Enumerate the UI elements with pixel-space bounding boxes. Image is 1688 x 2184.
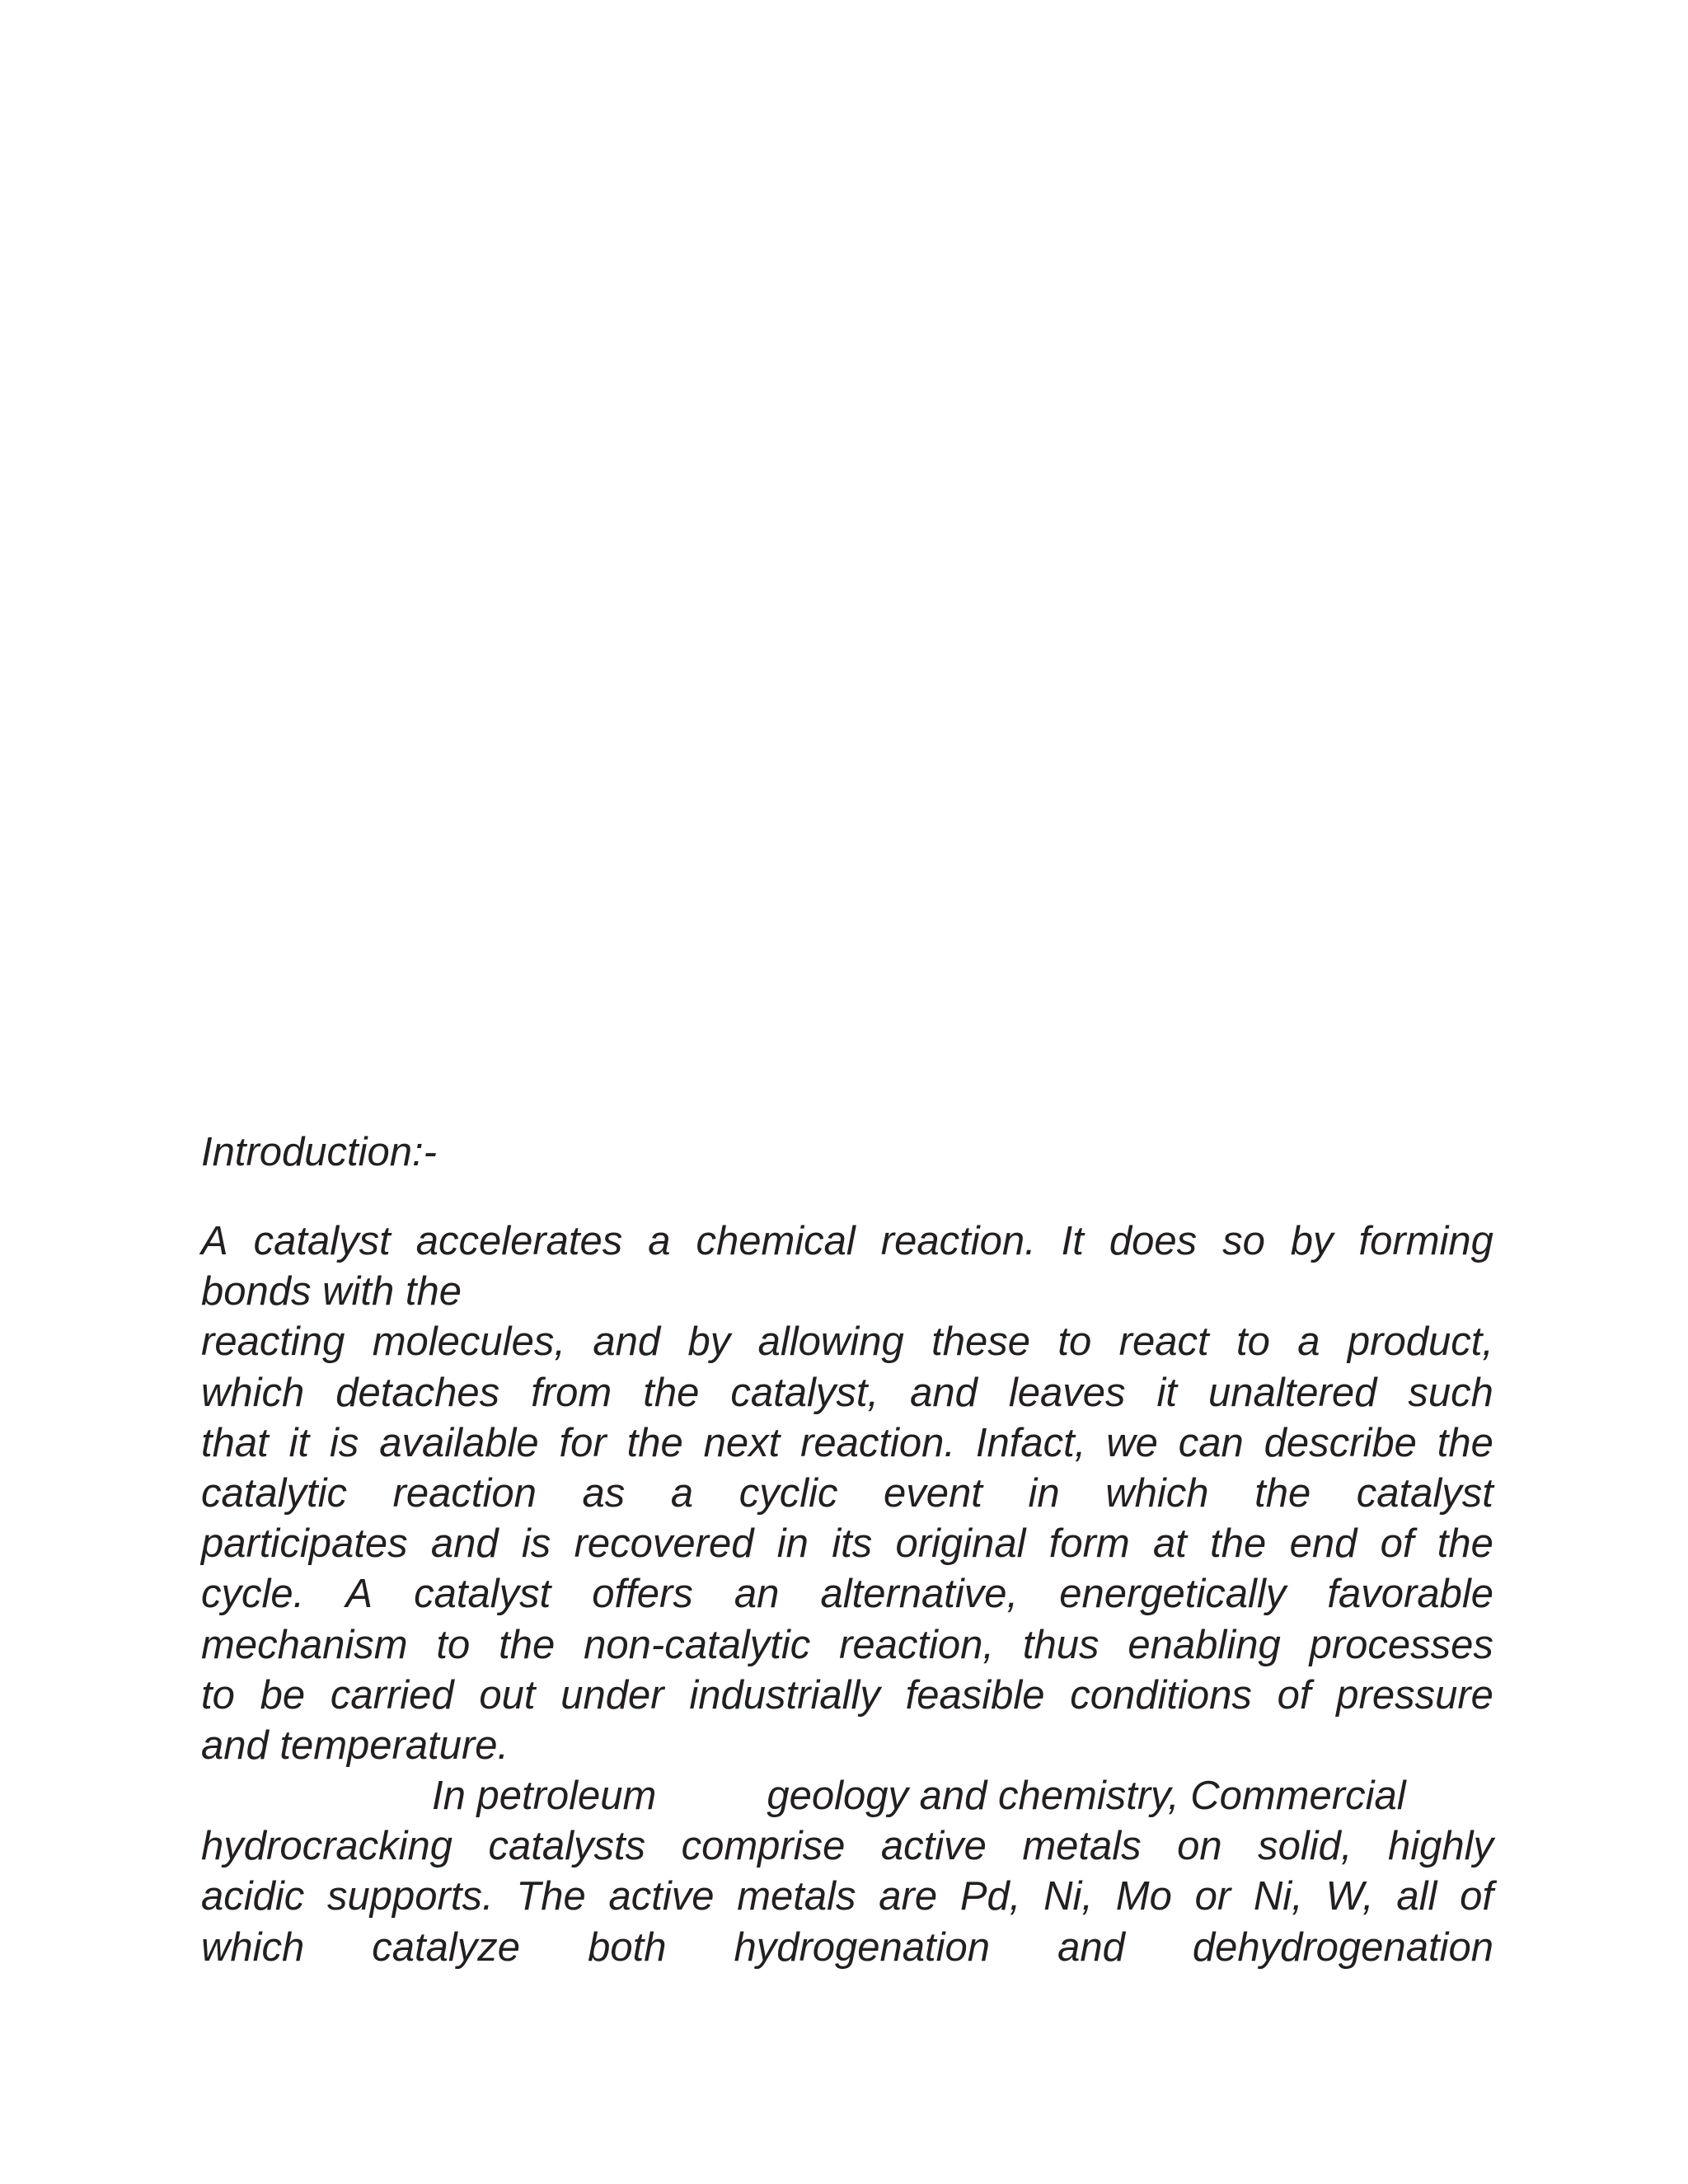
- word: hydrocracking: [201, 1824, 453, 1869]
- word: be: [260, 1672, 306, 1718]
- text-line: [201, 1569, 1493, 1619]
- word: leaves: [1008, 1370, 1126, 1415]
- word: it: [288, 1420, 310, 1465]
- text-line: [201, 1821, 1493, 1872]
- word: and: [1057, 1924, 1125, 1970]
- word: so: [1222, 1219, 1265, 1263]
- text-line-indented: [201, 1771, 1493, 1821]
- word: reaction.: [800, 1420, 956, 1465]
- word: and temperature.: [201, 1722, 509, 1768]
- word: and: [910, 1370, 978, 1415]
- word: recovered: [574, 1521, 754, 1567]
- word: supports.: [327, 1874, 494, 1919]
- word: end: [1289, 1521, 1357, 1567]
- word: are: [879, 1874, 938, 1919]
- word: cycle.: [201, 1572, 305, 1617]
- word: non-catalytic: [584, 1622, 811, 1667]
- word: and: [593, 1319, 661, 1365]
- word: these: [931, 1319, 1030, 1365]
- text-line: [201, 1519, 1493, 1569]
- text-line: [201, 1721, 1493, 1771]
- introduction-paragraph: [201, 1216, 1493, 1973]
- section-heading: Introduction:-: [201, 1130, 437, 1174]
- word: a: [670, 1470, 694, 1516]
- word: alternative,: [820, 1572, 1019, 1617]
- word: for: [559, 1420, 607, 1465]
- word: dehydrogenation: [1192, 1924, 1493, 1970]
- word: or: [1194, 1874, 1231, 1919]
- word: catalytic: [201, 1470, 348, 1516]
- word: of: [1380, 1521, 1414, 1567]
- word: Pd,: [959, 1874, 1021, 1919]
- word: at: [1153, 1521, 1187, 1567]
- word: catalyze: [372, 1924, 521, 1970]
- word: hydrogenation: [734, 1924, 991, 1970]
- text-line: [201, 1317, 1493, 1367]
- word: react: [1118, 1319, 1209, 1365]
- word: Infact,: [975, 1420, 1086, 1465]
- word: a: [1297, 1319, 1320, 1365]
- word: reaction: [392, 1470, 537, 1516]
- word: catalyst: [414, 1572, 551, 1617]
- word: form: [1048, 1521, 1130, 1567]
- text-line: [201, 1418, 1493, 1469]
- word: all: [1396, 1874, 1437, 1919]
- word: molecules,: [372, 1319, 565, 1365]
- word: a: [648, 1219, 671, 1263]
- word: an: [734, 1572, 780, 1617]
- word: accelerates: [415, 1219, 623, 1263]
- word: event: [884, 1470, 982, 1516]
- word: thus: [1022, 1622, 1100, 1667]
- text-line: [201, 1267, 1493, 1317]
- word: is: [329, 1420, 359, 1465]
- word: does: [1109, 1219, 1198, 1263]
- word: The: [516, 1874, 586, 1919]
- word: carried: [330, 1672, 454, 1718]
- word: as: [582, 1470, 626, 1516]
- word: enabling: [1128, 1622, 1281, 1667]
- word: which: [1105, 1470, 1209, 1516]
- word: we: [1106, 1420, 1158, 1465]
- word: the: [499, 1622, 556, 1667]
- word: Ni,: [1253, 1874, 1303, 1919]
- word: its: [832, 1521, 873, 1567]
- word: highly: [1387, 1824, 1493, 1869]
- word: in: [776, 1521, 809, 1567]
- word: allowing: [757, 1319, 904, 1365]
- word: Ni,: [1043, 1874, 1094, 1919]
- word: bonds with the: [201, 1269, 462, 1315]
- text-line: [201, 1671, 1493, 1721]
- word: out: [479, 1672, 536, 1718]
- word: is: [521, 1521, 551, 1567]
- word: which: [201, 1370, 305, 1415]
- text-line: [201, 1620, 1493, 1671]
- word: to: [201, 1672, 235, 1718]
- word: participates: [201, 1521, 408, 1567]
- word: the: [626, 1420, 683, 1465]
- word: to: [1236, 1319, 1270, 1365]
- word: W,: [1325, 1874, 1374, 1919]
- word: can: [1178, 1420, 1244, 1465]
- word: metals: [1022, 1824, 1142, 1869]
- word: under: [560, 1672, 664, 1718]
- word: the: [1254, 1470, 1311, 1516]
- word: geology and chemistry, Commercial: [767, 1774, 1406, 1819]
- word: active: [608, 1874, 715, 1919]
- word: active: [880, 1824, 987, 1869]
- word: Mo: [1115, 1874, 1172, 1919]
- word: processes: [1309, 1622, 1493, 1667]
- text-line: [201, 1216, 1493, 1267]
- word: reaction.: [880, 1219, 1036, 1263]
- word: by: [687, 1319, 731, 1365]
- text-line: [201, 1872, 1493, 1922]
- word: the: [643, 1370, 700, 1415]
- text-line: [201, 1923, 1493, 1973]
- word: catalyst: [1356, 1470, 1493, 1516]
- word: the: [1437, 1521, 1493, 1567]
- word: next: [703, 1420, 781, 1465]
- word: reaction,: [839, 1622, 995, 1667]
- word: It: [1061, 1219, 1084, 1263]
- word: to: [1057, 1319, 1092, 1365]
- word: detaches: [335, 1370, 500, 1415]
- word: which: [201, 1924, 305, 1970]
- word: such: [1408, 1370, 1493, 1415]
- word: the: [1437, 1420, 1493, 1465]
- word: to: [436, 1622, 471, 1667]
- word: in: [1028, 1470, 1060, 1516]
- word: and: [430, 1521, 499, 1567]
- word: comprise: [681, 1824, 846, 1869]
- word: by: [1290, 1219, 1334, 1263]
- word: A: [201, 1219, 228, 1263]
- word: energetically: [1059, 1572, 1287, 1617]
- word: forming: [1358, 1219, 1493, 1263]
- word: industrially: [689, 1672, 880, 1718]
- word: solid,: [1258, 1824, 1353, 1869]
- word: reacting: [201, 1319, 345, 1365]
- word: A: [345, 1572, 373, 1617]
- word: of: [1277, 1672, 1311, 1718]
- word: catalysts: [488, 1824, 646, 1869]
- word: pressure: [1336, 1672, 1493, 1718]
- word: mechanism: [201, 1622, 408, 1667]
- word: chemical: [696, 1219, 856, 1263]
- word: feasible: [905, 1672, 1045, 1718]
- word: of: [1460, 1874, 1493, 1919]
- word: offers: [592, 1572, 693, 1617]
- word: cyclic: [738, 1470, 838, 1516]
- word: it: [1156, 1370, 1178, 1415]
- word: conditions: [1070, 1672, 1252, 1718]
- word: available: [379, 1420, 539, 1465]
- word: both: [588, 1924, 667, 1970]
- word: metals: [737, 1874, 856, 1919]
- word: product,: [1347, 1319, 1493, 1365]
- word: unaltered: [1208, 1370, 1377, 1415]
- word: In petroleum: [432, 1774, 657, 1819]
- text-line: [201, 1469, 1493, 1519]
- word: on: [1177, 1824, 1222, 1869]
- word: catalyst,: [730, 1370, 879, 1415]
- word: the: [1210, 1521, 1267, 1567]
- word: that: [201, 1420, 269, 1465]
- word: original: [895, 1521, 1026, 1567]
- word: favorable: [1327, 1572, 1493, 1617]
- word: catalyst: [253, 1219, 391, 1263]
- text-line: [201, 1368, 1493, 1418]
- word: acidic: [201, 1874, 305, 1919]
- word: describe: [1264, 1420, 1417, 1465]
- word: from: [531, 1370, 612, 1415]
